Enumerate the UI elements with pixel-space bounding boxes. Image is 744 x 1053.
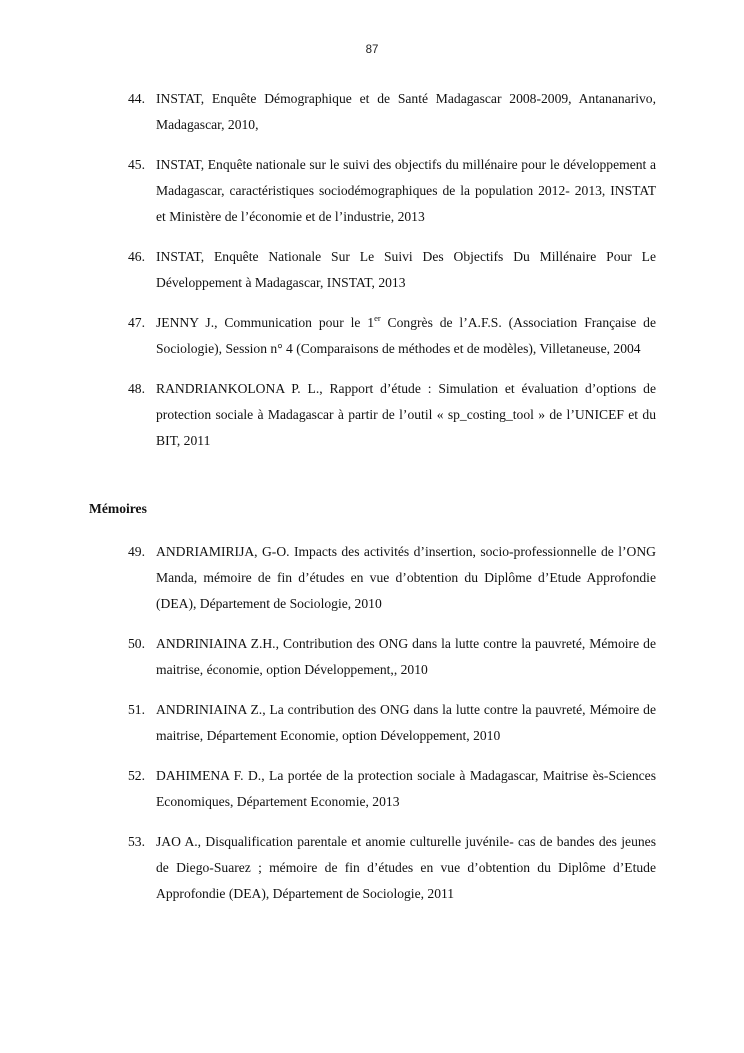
reference-list-reports xyxy=(0,86,744,454)
reference-text: INSTAT, Enquête nationale sur le suivi des objectifs du millénaire pour le développement a Madagascar, caractéristiques sociodémographiques de la population 2012- 2013, INSTAT et Ministère de l’économie et de l’industrie, 2013 xyxy=(156,157,656,224)
reference-text: INSTAT, Enquête Démographique et de Santé Madagascar 2008-2009, Antananarivo, Madagascar, 2010, xyxy=(156,91,656,132)
reference-item-47 xyxy=(0,310,744,362)
reference-list-memoires xyxy=(0,539,744,907)
reference-text: ANDRINIAINA Z.H., Contribution des ONG dans la lutte contre la pauvreté, Mémoire de maitrise, économie, option Développement,, 2010 xyxy=(156,636,656,677)
section-heading-memoires: Mémoires xyxy=(89,501,147,516)
reference-number: 44. xyxy=(128,91,145,106)
reference-number: 53. xyxy=(128,834,145,849)
reference-text: INSTAT, Enquête Nationale Sur Le Suivi Des Objectifs Du Millénaire Pour Le Développement à Madagascar, INSTAT, 2013 xyxy=(156,249,656,290)
reference-text-end: Congrès de l’A.F.S. (Association Française de Sociologie), Session n° 4 (Comparaisons de méthodes et de modèles), Villetaneuse, 2004 xyxy=(156,315,656,356)
ordinal-superscript: er xyxy=(374,313,381,323)
reference-text: JAO A., Disqualification parentale et anomie culturelle juvénile- cas de bandes des jeunes de Diego-Suarez ; mémoire de fin d’études en vue d’obtention du Diplôme d’Etude Approfondie (DEA), Département de Sociologie, 2011 xyxy=(156,834,656,901)
reference-text: DAHIMENA F. D., La portée de la protection sociale à Madagascar, Maitrise ès-Sciences Economiques, Département Economie, 2013 xyxy=(156,768,656,809)
reference-number: 47. xyxy=(128,315,145,330)
reference-item-44 xyxy=(0,86,744,138)
reference-number: 48. xyxy=(128,381,145,396)
reference-text: RANDRIANKOLONA P. L., Rapport d’étude : Simulation et évaluation d’options de protection sociale à Madagascar à partir de l’outil « sp_costing_tool » de l’UNICEF et du BIT, 2011 xyxy=(156,381,656,448)
reference-number: 52. xyxy=(128,768,145,783)
reference-item-52 xyxy=(0,763,744,815)
reference-text xyxy=(156,310,656,362)
reference-text: ANDRINIAINA Z., La contribution des ONG dans la lutte contre la pauvreté, Mémoire de maitrise, Département Economie, option Développement, 2010 xyxy=(156,702,656,743)
reference-item-49 xyxy=(0,539,744,617)
reference-item-50 xyxy=(0,631,744,683)
reference-text-start: JENNY J., Communication pour le 1 xyxy=(156,315,375,330)
reference-number: 51. xyxy=(128,702,145,717)
reference-item-45 xyxy=(0,152,744,230)
reference-item-46 xyxy=(0,244,744,296)
reference-item-53 xyxy=(0,829,744,907)
reference-number: 49. xyxy=(128,544,145,559)
reference-number: 45. xyxy=(128,157,145,172)
reference-item-48 xyxy=(0,376,744,454)
page-number: 87 xyxy=(365,44,379,56)
reference-item-51 xyxy=(0,697,744,749)
reference-number: 46. xyxy=(128,249,145,264)
reference-text: ANDRIAMIRIJA, G-O. Impacts des activités d’insertion, socio-professionnelle de l’ONG Manda, mémoire de fin d’études en vue d’obtention du Diplôme d’Etude Approfondie (DEA), Département de Sociologie, 2010 xyxy=(156,544,656,611)
reference-number: 50. xyxy=(128,636,145,651)
